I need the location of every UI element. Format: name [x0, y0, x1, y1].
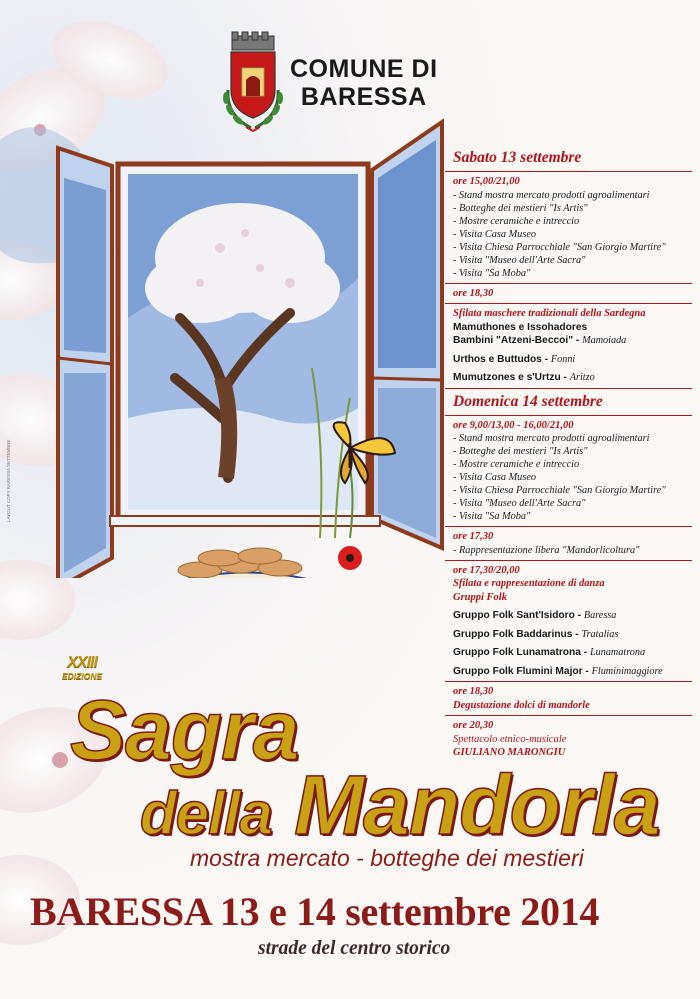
sunday-time-4: ore 18,30: [453, 686, 494, 697]
sunday-time-3: ore 17,30/20,00: [453, 564, 520, 576]
saturday-time-2: ore 18,30: [453, 287, 494, 299]
saturday-items: [453, 189, 698, 280]
folk-group: Gruppo Folk Baddarinus - Tratalias: [453, 628, 619, 640]
title-sagra: Sagra: [70, 683, 299, 777]
list-item: - Mostre ceramiche e intreccio: [453, 459, 580, 470]
list-item: - Stand mostra mercato prodotti agroalimentari: [453, 189, 650, 201]
list-item: - Mostre ceramiche e intreccio: [453, 215, 580, 227]
window-illustration: [50, 118, 450, 578]
list-item: - Botteghe dei mestieri "Is Artis": [453, 446, 588, 457]
municipality-line1: COMUNE DI: [290, 55, 438, 83]
show-item: - Rappresentazione libera "Mandorlicoltura": [453, 544, 640, 556]
divider: [445, 681, 692, 682]
divider: [445, 303, 692, 304]
list-item: - Visita Chiesa Parrocchiale "San Giorgio Martire": [453, 241, 666, 253]
divider: [445, 283, 692, 284]
folk-group: Gruppo Folk Sant'Isidoro - Baressa: [453, 610, 617, 621]
folk-group: Gruppo Folk Lunamatrona - Lunamatrona: [453, 647, 646, 658]
tasting: Degustazione dolci di mandorle: [453, 699, 590, 711]
sunday-title: Domenica 14 settembre: [453, 392, 603, 410]
mask-group: Bambini "Atzeni-Beccoi" - Mamoiada: [453, 335, 627, 346]
concert: Spettacolo etnico-musicale: [453, 733, 567, 745]
event-dates: BARESSA 13 e 14 settembre 2014: [30, 889, 600, 934]
list-item: - Visita Chiesa Parrocchiale "San Giorgio Martire": [453, 485, 666, 496]
event-location: strade del centro storico: [258, 938, 451, 959]
sunday-time-2: ore 17,30: [453, 531, 494, 542]
folk-title: Gruppi Folk: [453, 591, 507, 603]
artist: GIULIANO MARONGIU: [453, 747, 566, 758]
saturday-time-1: ore 15,00/21,00: [453, 176, 520, 187]
sunday-time-5: ore 20,30: [453, 720, 494, 731]
divider: [445, 526, 692, 527]
sunday-time-1: ore 9,00/13,00 - 16,00/21,00: [453, 419, 574, 431]
edition-label: EDIZIONE: [62, 671, 103, 681]
divider: [445, 415, 692, 416]
schedule-panel: [453, 148, 698, 760]
mask-group: Mumutzones e s'Urtzu - Aritzo: [453, 372, 595, 383]
list-item: - Visita "Museo dell'Arte Sacra": [453, 254, 586, 266]
layout-credit: LAYOUT COPY BARESSA SETTEMBRE: [6, 439, 11, 522]
dance-title: Sfilata e rappresentazione di danza: [453, 578, 605, 589]
divider: [445, 388, 692, 389]
divider: [445, 715, 692, 716]
municipality-name: [290, 55, 438, 111]
title-mandorla: Mandorla: [294, 758, 660, 852]
title-della: della: [140, 780, 272, 847]
sunday-items: [453, 432, 698, 523]
saturday-title: Sabato 13 settembre: [453, 149, 582, 166]
list-item: - Visita "Museo dell'Arte Sacra": [453, 498, 586, 509]
mask-group: Urthos e Buttudos - Fonni: [453, 353, 576, 365]
list-item: - Botteghe dei mestieri "Is Artis": [453, 202, 588, 214]
list-item: - Visita Casa Museo: [453, 228, 537, 240]
mask-group: Mamuthones e Issohadores: [453, 321, 588, 333]
folk-group: Gruppo Folk Flumini Major - Fluminimaggiore: [453, 665, 663, 677]
list-item: - Visita "Sa Moba": [453, 511, 531, 522]
edition-badge: [62, 655, 102, 681]
divider: [445, 560, 692, 561]
list-item: - Visita Casa Museo: [453, 472, 537, 483]
edition-number: XXIII: [67, 654, 97, 671]
list-item: - Visita "Sa Moba": [453, 267, 531, 279]
municipality-line2: BARESSA: [300, 83, 427, 111]
parade-title: Sfilata maschere tradizionali della Sardegna: [453, 308, 646, 319]
subtitle: mostra mercato - botteghe dei mestieri: [190, 845, 584, 871]
list-item: - Stand mostra mercato prodotti agroalimentari: [453, 433, 650, 444]
divider: [445, 171, 692, 172]
